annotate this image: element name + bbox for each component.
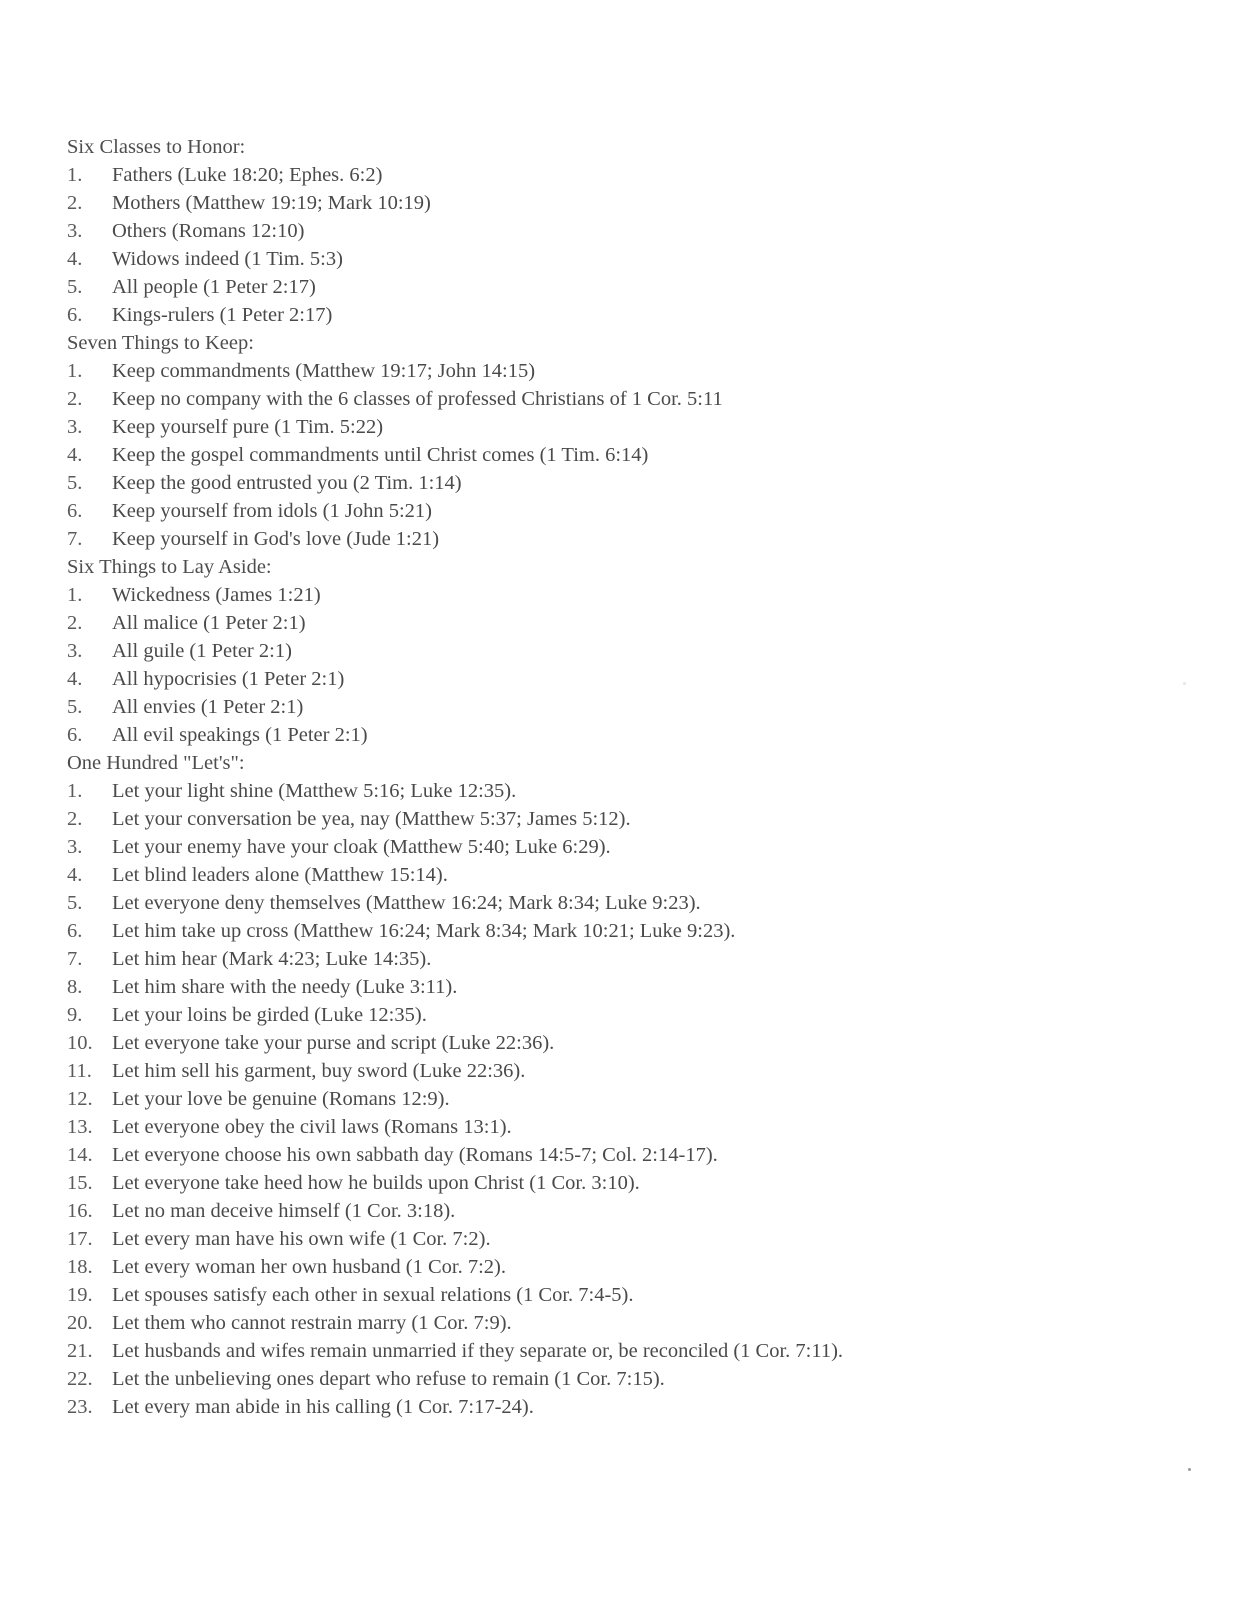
item-text: Keep commandments (Matthew 19:17; John 14:15) [112,360,536,382]
item-text: Widows indeed (1 Tim. 5:3) [112,248,343,270]
list-item [67,1001,1187,1029]
item-number: 1. [67,360,83,382]
item-text: Let your enemy have your cloak (Matthew 5:40; Luke 6:29). [112,836,611,858]
item-text: Let your light shine (Matthew 5:16; Luke 12:35). [112,780,517,802]
list-item [67,1337,1187,1365]
list-item [67,189,1187,217]
item-number: 9. [67,1004,83,1026]
section-seven-things-to-keep [67,329,1187,553]
item-number: 4. [67,864,83,886]
item-text: Let husbands and wifes remain unmarried if they separate or, be reconciled (1 Cor. 7:11). [112,1340,844,1362]
item-text: Let every woman her own husband (1 Cor. 7:2). [112,1256,506,1278]
item-number: 21. [67,1340,93,1362]
item-number: 15. [67,1172,93,1194]
list-item [67,1169,1187,1197]
item-number: 2. [67,388,83,410]
list-item [67,1029,1187,1057]
item-number: 20. [67,1312,93,1334]
list-item [67,469,1187,497]
item-text: Let every man abide in his calling (1 Cor. 7:17-24). [112,1396,534,1418]
item-number: 3. [67,416,83,438]
item-text: Let everyone take your purse and script (Luke 22:36). [112,1032,555,1054]
section-one-hundred-lets [67,749,1187,1421]
item-number: 4. [67,444,83,466]
item-number: 2. [67,612,83,634]
item-text: Let him take up cross (Matthew 16:24; Mark 8:34; Mark 10:21; Luke 9:23). [112,920,736,942]
item-number: 19. [67,1284,93,1306]
list-item [67,1141,1187,1169]
list-item [67,413,1187,441]
item-text: Let everyone take heed how he builds upon Christ (1 Cor. 3:10). [112,1172,640,1194]
item-number: 13. [67,1116,93,1138]
item-number: 5. [67,892,83,914]
list-item [67,1365,1187,1393]
list-item [67,581,1187,609]
item-text: All envies (1 Peter 2:1) [112,696,304,718]
list-item [67,945,1187,973]
list-item [67,217,1187,245]
item-number: 6. [67,304,83,326]
document-page [67,133,1187,1421]
item-text: Kings-rulers (1 Peter 2:17) [112,304,333,326]
item-text: Keep yourself from idols (1 John 5:21) [112,500,432,522]
item-text: All hypocrisies (1 Peter 2:1) [112,668,345,690]
item-number: 10. [67,1032,93,1054]
item-text: Let them who cannot restrain marry (1 Cor. 7:9). [112,1312,512,1334]
list-item [67,161,1187,189]
list-item [67,301,1187,329]
item-text: All guile (1 Peter 2:1) [112,640,292,662]
item-text: Let every man have his own wife (1 Cor. 7:2). [112,1228,491,1250]
item-number: 4. [67,248,83,270]
item-text: Fathers (Luke 18:20; Ephes. 6:2) [112,164,383,186]
item-number: 6. [67,920,83,942]
item-number: 14. [67,1144,93,1166]
item-text: Mothers (Matthew 19:19; Mark 10:19) [112,192,431,214]
item-text: Others (Romans 12:10) [112,220,305,242]
item-number: 17. [67,1228,93,1250]
item-text: Let blind leaders alone (Matthew 15:14). [112,864,448,886]
item-text: Keep yourself in God's love (Jude 1:21) [112,528,440,550]
list-item [67,861,1187,889]
item-number: 16. [67,1200,93,1222]
item-text: Let the unbelieving ones depart who refuse to remain (1 Cor. 7:15). [112,1368,665,1390]
item-number: 5. [67,472,83,494]
list-item [67,497,1187,525]
item-number: 7. [67,528,83,550]
list-item [67,385,1187,413]
item-text: All evil speakings (1 Peter 2:1) [112,724,368,746]
item-number: 6. [67,724,83,746]
item-number: 2. [67,192,83,214]
item-text: Keep no company with the 6 classes of professed Christians of 1 Cor. 5:11 [112,388,723,410]
list-item [67,1309,1187,1337]
list-item [67,609,1187,637]
list-item [67,525,1187,553]
section-heading: Seven Things to Keep: [67,332,254,354]
item-number: 12. [67,1088,93,1110]
scan-speck [1183,682,1186,685]
list-item [67,1281,1187,1309]
item-number: 3. [67,640,83,662]
list-item [67,273,1187,301]
item-number: 1. [67,164,83,186]
item-text: Let no man deceive himself (1 Cor. 3:18). [112,1200,456,1222]
list-item [67,1253,1187,1281]
item-number: 1. [67,780,83,802]
section-heading: Six Things to Lay Aside: [67,556,272,578]
item-text: Let everyone obey the civil laws (Romans 13:1). [112,1116,512,1138]
item-text: Keep yourself pure (1 Tim. 5:22) [112,416,384,438]
list-item [67,917,1187,945]
item-text: All people (1 Peter 2:17) [112,276,316,298]
list-item [67,441,1187,469]
item-number: 3. [67,836,83,858]
list-item [67,1197,1187,1225]
item-text: Let him share with the needy (Luke 3:11). [112,976,458,998]
section-heading: One Hundred "Let's": [67,752,245,774]
item-text: Let your love be genuine (Romans 12:9). [112,1088,450,1110]
item-text: Let everyone choose his own sabbath day (Romans 14:5-7; Col. 2:14-17). [112,1144,718,1166]
item-number: 8. [67,976,83,998]
item-text: Keep the gospel commandments until Christ comes (1 Tim. 6:14) [112,444,649,466]
item-number: 2. [67,808,83,830]
item-number: 3. [67,220,83,242]
list-item [67,693,1187,721]
item-number: 6. [67,500,83,522]
item-text: Let him hear (Mark 4:23; Luke 14:35). [112,948,432,970]
list-item [67,665,1187,693]
item-number: 1. [67,584,83,606]
list-item [67,889,1187,917]
item-number: 5. [67,276,83,298]
item-number: 18. [67,1256,93,1278]
item-text: Wickedness (James 1:21) [112,584,321,606]
list-item [67,245,1187,273]
section-six-things-to-lay-aside [67,553,1187,749]
list-item [67,637,1187,665]
item-number: 5. [67,696,83,718]
list-item [67,805,1187,833]
section-heading: Six Classes to Honor: [67,136,246,158]
list-item [67,721,1187,749]
item-number: 11. [67,1060,92,1082]
list-item [67,1113,1187,1141]
item-number: 23. [67,1396,93,1418]
item-text: Let everyone deny themselves (Matthew 16:24; Mark 8:34; Luke 9:23). [112,892,701,914]
item-text: Let your conversation be yea, nay (Matthew 5:37; James 5:12). [112,808,631,830]
list-item [67,1057,1187,1085]
list-item [67,777,1187,805]
item-number: 22. [67,1368,93,1390]
list-item [67,1393,1187,1421]
item-text: Let him sell his garment, buy sword (Luke 22:36). [112,1060,526,1082]
list-item [67,1225,1187,1253]
item-text: Keep the good entrusted you (2 Tim. 1:14) [112,472,462,494]
item-text: All malice (1 Peter 2:1) [112,612,306,634]
item-text: Let your loins be girded (Luke 12:35). [112,1004,427,1026]
item-number: 7. [67,948,83,970]
scan-speck [1188,1468,1191,1471]
list-item [67,1085,1187,1113]
item-text: Let spouses satisfy each other in sexual relations (1 Cor. 7:4-5). [112,1284,634,1306]
list-item [67,833,1187,861]
list-item [67,357,1187,385]
section-six-classes-to-honor [67,133,1187,329]
item-number: 4. [67,668,83,690]
list-item [67,973,1187,1001]
